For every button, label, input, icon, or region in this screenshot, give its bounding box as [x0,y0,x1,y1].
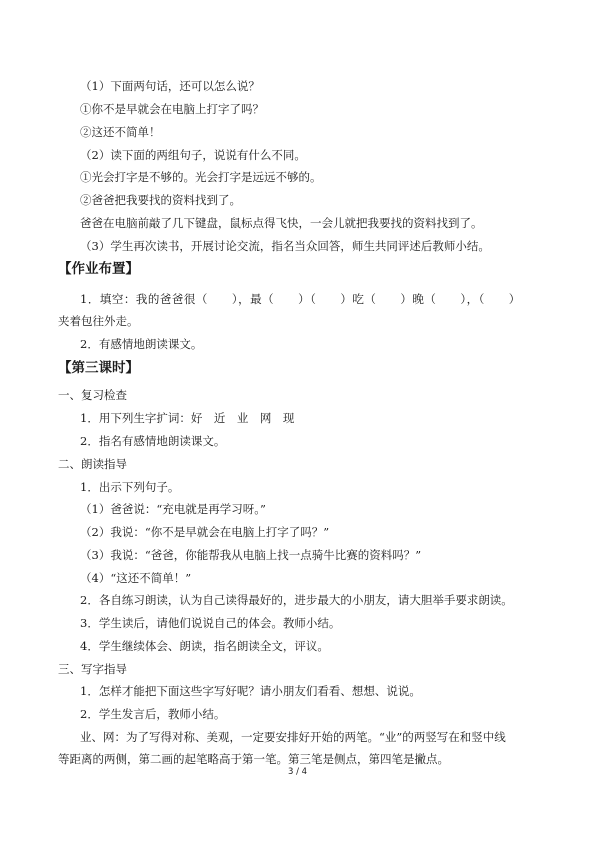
text-line: （3）学生再次读书，开展讨论交流，指名当众回答，师生共同评述后教师小结。 [80,239,490,253]
text-line: （2）我说：“你不是早就会在电脑上打字了吗？” [80,525,330,539]
text-line: 等距离的两侧，第二画的起笔略高于第一笔。第三笔是侧点，第四笔是撇点。 [58,752,449,766]
text-line: 业、网：为了写得对称、美观，一定要安排好开始的两笔。“业”的两竖写在和竖中线 [80,730,506,744]
text-line: 2．各自练习朗读，认为自己读得最好的，进步最大的小朋友，请大胆举手要求朗读。 [80,593,513,607]
text-line: 1．怎样才能把下面这些字写好呢？请小朋友们看看、想想、说说。 [80,684,421,698]
text-line: 2．有感情地朗读课文。 [80,337,203,351]
section-heading: 【第三课时】 [58,360,139,376]
text-line: 夹着包往外走。 [58,314,139,328]
text-line: 4．学生继续体会、朗读，指名朗读全文，评议。 [80,639,329,653]
section-heading: 【作业布置】 [58,261,139,277]
text-line: ①光会打字是不够的。光会打字是远远不够的。 [80,170,322,184]
text-line: 1．用下列生字扩词：好 近 业 网 现 [80,411,295,425]
text-line: 3．学生读后，请他们说说自己的体会。教师小结。 [80,616,341,630]
text-line: 一、复习检查 [58,388,127,402]
text-line: （4）“这还不简单！” [80,571,192,585]
page-number: 3 / 4 [287,767,308,777]
text-line: ①你不是早就会在电脑上打字了吗？ [80,102,264,116]
text-line: 爸爸在电脑前敲了几下键盘，鼠标点得飞快，一会儿就把我要找的资料找到了。 [80,216,483,230]
text-line: 三、写字指导 [58,662,127,676]
text-line: 1．填空：我的爸爸很（ ），最（ ）（ ）吃（ ）晚（ ），（ ） [80,292,521,306]
text-line: （3）我说：“爸爸，你能帮我从电脑上找一点骑牛比赛的资料吗？” [80,548,422,562]
text-line: （1）下面两句话，还可以怎么说？ [80,79,260,93]
text-line: ②爸爸把我要找的资料找到了。 [80,193,241,207]
text-line: （1）爸爸说：“充电就是再学习呀。” [80,502,266,516]
text-line: 2．指名有感情地朗读课文。 [80,434,226,448]
text-line: 二、朗读指导 [58,457,127,471]
text-line: （2）读下面的两组句子，说说有什么不同。 [80,148,306,162]
text-line: 1．出示下列句子。 [80,480,180,494]
text-line: ②这还不简单！ [80,125,161,139]
text-line: 2．学生发言后，教师小结。 [80,707,226,721]
